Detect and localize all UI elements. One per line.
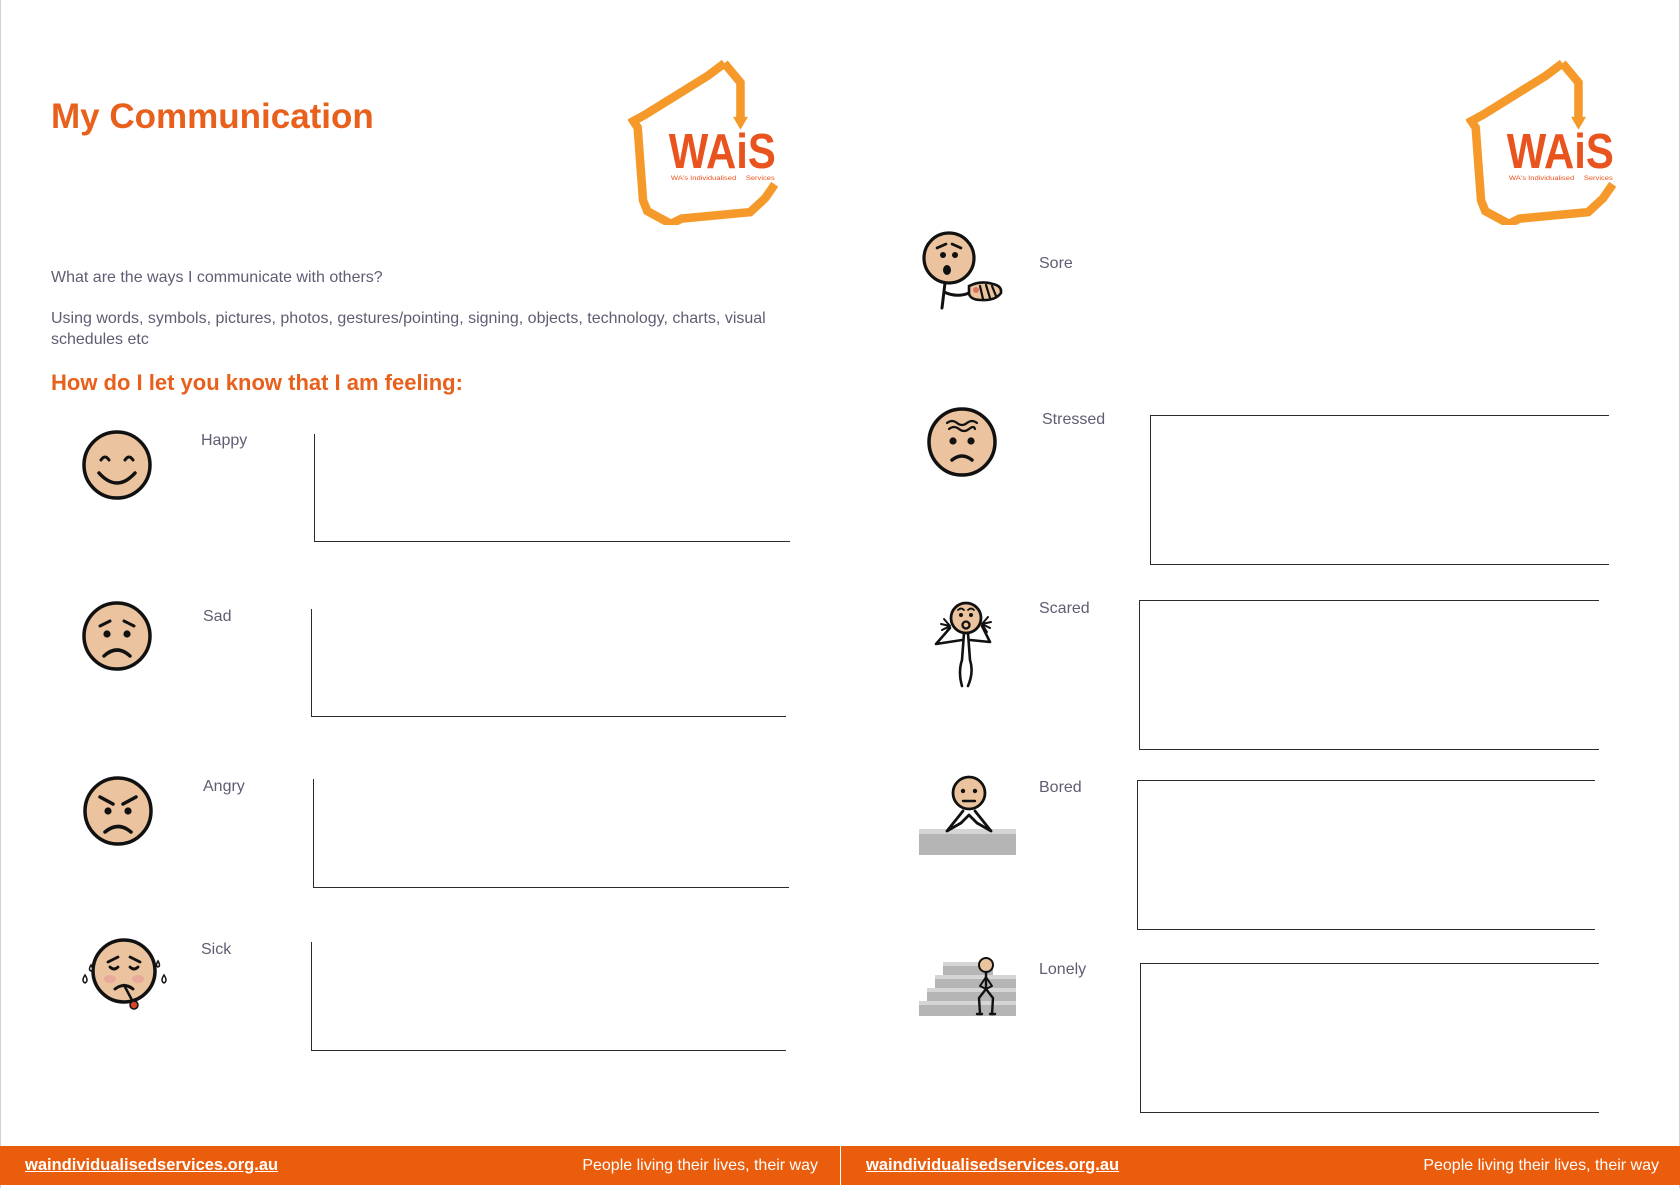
- intro-question: What are the ways I communicate with others?: [51, 269, 383, 286]
- feeling-label-scared: Scared: [1039, 600, 1090, 617]
- angry-face-icon: [78, 771, 158, 851]
- answer-box-scared[interactable]: [1139, 600, 1599, 750]
- happy-face-icon: [77, 425, 157, 505]
- footer-tagline: People living their lives, their way: [1423, 1157, 1659, 1174]
- stressed-face-icon: [922, 402, 1002, 482]
- feeling-label-bored: Bored: [1039, 779, 1082, 796]
- footer-bar: [0, 1146, 840, 1185]
- feeling-label-lonely: Lonely: [1039, 961, 1087, 978]
- sick-face-icon: [77, 933, 171, 1013]
- sad-face-icon: [77, 596, 157, 676]
- website-link[interactable]: waindividualisedservices.org.au: [25, 1156, 279, 1174]
- answer-box-sad[interactable]: [311, 609, 786, 717]
- answer-box-happy[interactable]: [314, 434, 790, 542]
- answer-box-lonely[interactable]: [1140, 963, 1599, 1113]
- scared-person-icon: [928, 598, 998, 688]
- feeling-label-happy: Happy: [201, 432, 248, 449]
- feeling-label-sick: Sick: [201, 941, 232, 958]
- logo-tagline-left: WA's Individualised: [670, 176, 737, 183]
- feeling-label-stressed: Stressed: [1042, 411, 1106, 428]
- logo-wordmark: WAiS: [668, 124, 776, 180]
- wais-logo: [1466, 59, 1616, 225]
- feeling-label-angry: Angry: [203, 778, 245, 795]
- answer-box-sick[interactable]: [311, 942, 786, 1051]
- feelings-heading: How do I let you know that I am feeling:: [51, 370, 463, 395]
- wais-logo: [628, 59, 778, 225]
- feeling-label-sore: Sore: [1039, 255, 1073, 272]
- website-link[interactable]: waindividualisedservices.org.au: [866, 1156, 1120, 1174]
- logo-wordmark: WAiS: [1506, 124, 1614, 180]
- right-page: [840, 0, 1680, 1188]
- footer-tagline: People living their lives, their way: [582, 1157, 818, 1174]
- answer-box-stressed[interactable]: [1150, 415, 1609, 565]
- feeling-label-sad: Sad: [203, 608, 232, 625]
- logo-tagline-right: Services: [1583, 176, 1613, 183]
- answer-box-angry[interactable]: [313, 779, 789, 888]
- lonely-person-on-stairs-icon: [919, 956, 1016, 1016]
- logo-tagline-right: Services: [745, 176, 775, 183]
- communication-ways-text: Using words, symbols, pictures, photos, gestures/pointing, signing, objects, technology, charts, visual schedules etc: [51, 310, 766, 348]
- logo-tagline-left: WA's Individualised: [1508, 176, 1575, 183]
- sore-hand-face-icon: [919, 228, 1009, 312]
- page-title: My Communication: [51, 97, 374, 136]
- bored-person-icon: [919, 771, 1016, 855]
- answer-box-bored[interactable]: [1137, 780, 1595, 930]
- footer-bar: [841, 1146, 1680, 1185]
